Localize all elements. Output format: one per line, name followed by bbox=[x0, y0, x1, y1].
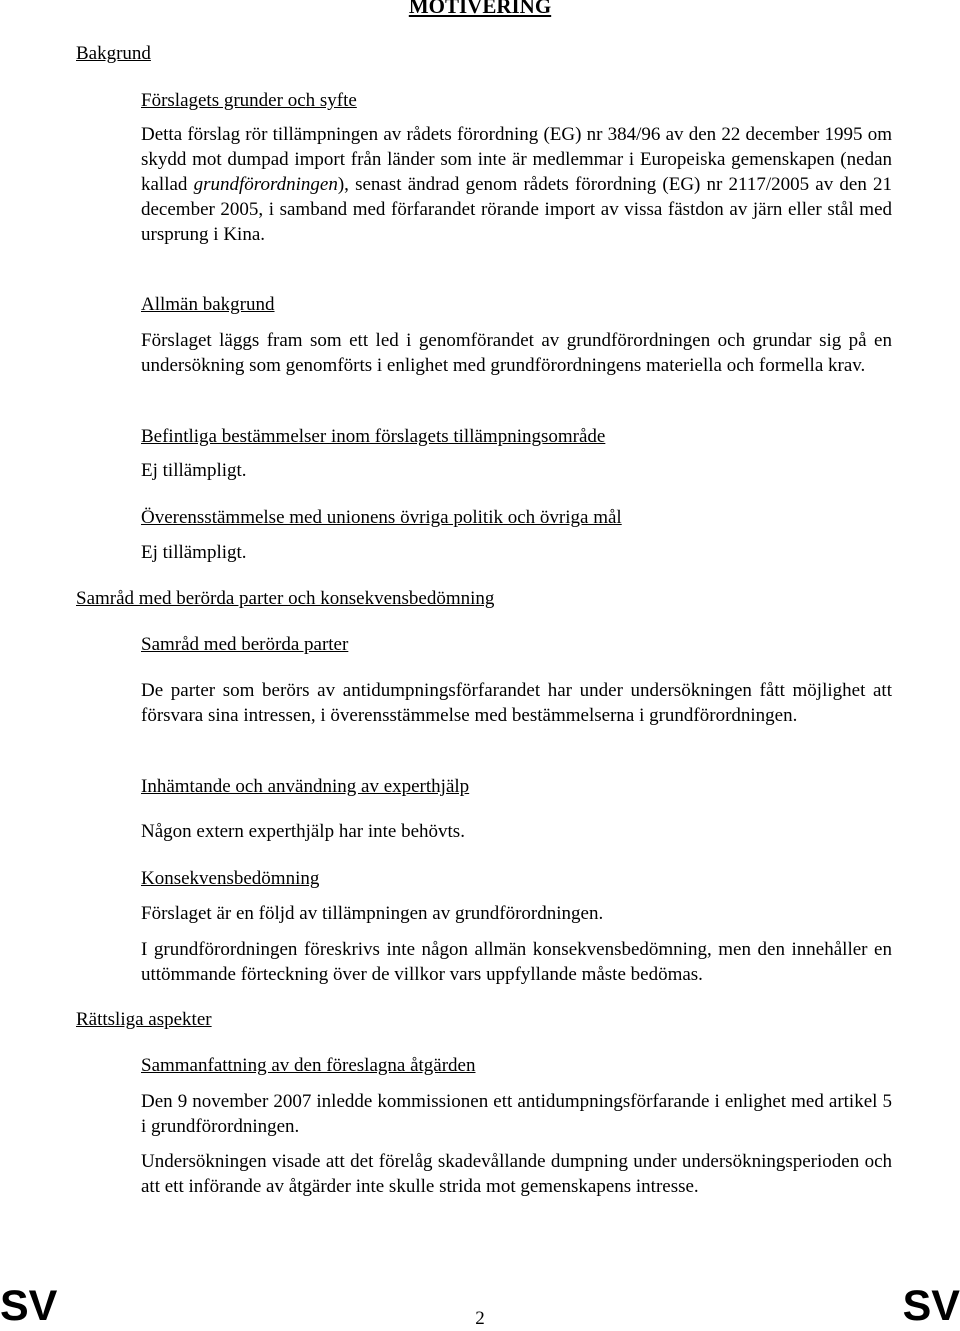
paragraph-allman: Förslaget läggs fram som ett led i genomförandet av grundförordningen och grundar sig på en undersökning som genomförts i enlighet med grundförordningens materiella och formella krav. bbox=[141, 330, 892, 376]
document-title: MOTIVERING bbox=[408, 0, 552, 18]
paragraph-experthjalp: Någon extern experthjälp har inte behövts. bbox=[141, 821, 465, 842]
subheading-allman: Allmän bakgrund bbox=[141, 294, 275, 315]
subheading-overensstammelse: Överensstämmelse med unionens övriga politik och övriga mål bbox=[141, 507, 622, 528]
section-heading-rattsliga: Rättsliga aspekter bbox=[76, 1009, 212, 1030]
section-heading-bakgrund: Bakgrund bbox=[76, 43, 151, 64]
subheading-sammanfattning: Sammanfattning av den föreslagna åtgärden bbox=[141, 1055, 476, 1076]
subheading-befintliga: Befintliga bestämmelser inom förslagets tillämpningsområde bbox=[141, 426, 606, 447]
subheading-konsekvens: Konsekvensbedömning bbox=[141, 868, 320, 889]
section-heading-samrad: Samråd med berörda parter och konsekvensbedömning bbox=[76, 588, 495, 609]
subheading-grunder: Förslagets grunder och syfte bbox=[141, 90, 357, 111]
subheading-experthjalp: Inhämtande och användning av experthjälp bbox=[141, 776, 470, 797]
paragraph-befintliga: Ej tillämpligt. bbox=[141, 460, 247, 481]
paragraph-konsekvens-1: Förslaget är en följd av tillämpningen av grundförordningen. bbox=[141, 903, 604, 924]
paragraph-sammanfattning-2: Undersökningen visade att det förelåg skadevållande dumpning under undersökningsperioden och att ett införande av åtgärder inte skulle strida mot gemenskapens intresse. bbox=[141, 1151, 892, 1197]
term-grundforordningen: grundförordningen bbox=[193, 174, 338, 195]
paragraph-konsekvens-2: I grundförordningen föreskrivs inte någon allmän konsekvensbedömning, men den innehåller en uttömmande förteckning över de villkor vars uppfyllande måste bedömas. bbox=[141, 939, 892, 985]
paragraph-samrad-parter: De parter som berörs av antidumpningsförfarandet har under undersökningen fått möjlighet att försvara sina intressen, i överensstämmelse med bestämmelserna i grundförordningen. bbox=[141, 680, 892, 726]
paragraph-grunder bbox=[141, 122, 892, 247]
paragraph-sammanfattning-1: Den 9 november 2007 inledde kommissionen ett antidumpningsförfarande i enlighet med artikel 5 i grundförordningen. bbox=[141, 1091, 892, 1137]
page-number: 2 bbox=[475, 1308, 485, 1329]
paragraph-grunder-part-b: ), senast ändrad genom rådets förordning (EG) nr 2117/2005 av den 21 december 2005, i samband med förfarandet rörande import av vissa fästdon av järn eller stål med ursprung i Kina. bbox=[141, 174, 892, 245]
paragraph-overensstammelse: Ej tillämpligt. bbox=[141, 542, 247, 563]
subheading-samrad-parter: Samråd med berörda parter bbox=[141, 634, 349, 655]
footer-language-right: SV bbox=[902, 1282, 960, 1330]
footer-language-left: SV bbox=[0, 1282, 58, 1330]
paragraph-grunder-part-a: Detta förslag rör tillämpningen av rådets förordning (EG) nr 384/96 av den 22 december 1995 om skydd mot dumpad import från länder som inte är medlemmar i Europeiska gemenskapen (nedan kallad bbox=[141, 124, 892, 195]
